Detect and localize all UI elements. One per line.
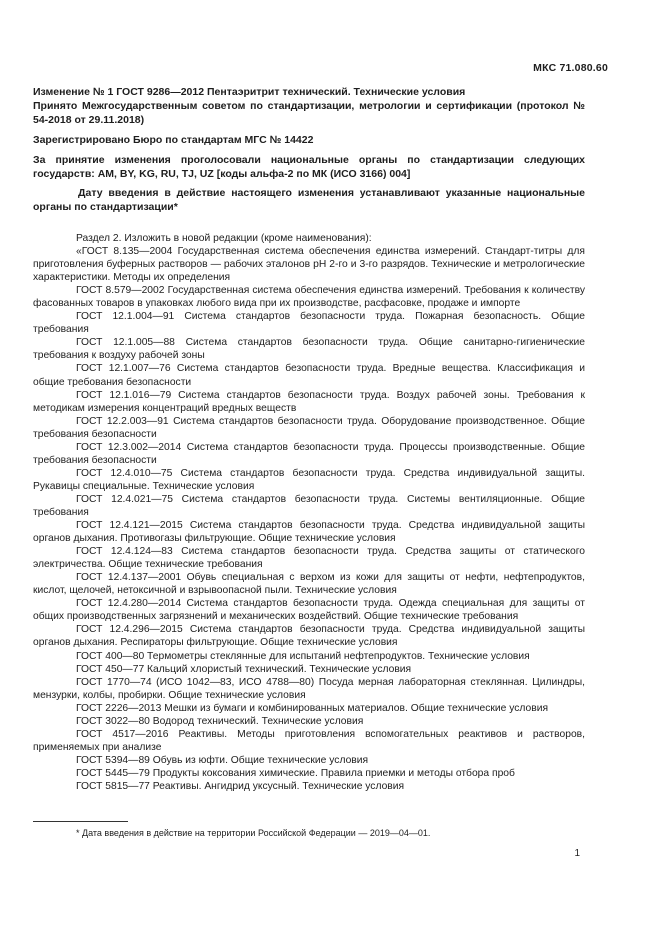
standard-reference: ГОСТ 1770—74 (ИСО 1042—83, ИСО 4788—80) Посуда мерная лабораторная стеклянная. Цилиндры, мензурки, колбы, пробирки. Общие технические условия	[33, 676, 585, 701]
footnote-divider	[33, 821, 128, 822]
standard-reference: ГОСТ 5394—89 Обувь из юфти. Общие технические условия	[76, 754, 369, 766]
standard-reference: ГОСТ 2226—2013 Мешки из бумаги и комбинированных материалов. Общие технические условия	[76, 702, 549, 714]
adoption-statement: Принято Межгосударственным советом по стандартизации, метрологии и сертификации (протокол № 54-2018 от 29.11.2018)	[33, 100, 585, 126]
voting-statement: За принятие изменения проголосовали национальные органы по стандартизации следующих государств: AM, BY, KG, RU, TJ, UZ [коды альфа-2 по МК (ИСО 3166) 004]	[33, 154, 585, 180]
standard-reference: ГОСТ 450—77 Кальций хлористый технический. Технические условия	[76, 663, 412, 675]
standard-reference: ГОСТ 12.4.021—75 Система стандартов безопасности труда. Системы вентиляционные. Общие требования	[33, 493, 585, 518]
amendment-body	[33, 232, 585, 793]
standard-reference: ГОСТ 5445—79 Продукты коксования химические. Правила приемки и методы отбора проб	[76, 767, 515, 779]
standard-reference: ГОСТ 3022—80 Водород технический. Технические условия	[76, 715, 364, 727]
standard-reference: ГОСТ 12.1.004—91 Система стандартов безопасности труда. Пожарная безопасность. Общие требования	[33, 311, 585, 336]
standard-reference: ГОСТ 400—80 Термометры стеклянные для испытаний нефтепродуктов. Технические условия	[76, 650, 530, 662]
amendment-title: Изменение № 1 ГОСТ 9286—2012 Пентаэритрит технический. Технические условия	[33, 86, 466, 98]
standard-reference: ГОСТ 12.1.007—76 Система стандартов безопасности труда. Вредные вещества. Классификация и общие требования безопасности	[33, 363, 585, 388]
standard-reference: ГОСТ 12.1.005—88 Система стандартов безопасности труда. Общие санитарно-гигиенические требования к воздуху рабочей зоны	[33, 337, 585, 362]
standard-reference: ГОСТ 12.4.010—75 Система стандартов безопасности труда. Средства индивидуальной защиты. Рукавицы специальные. Технические условия	[33, 467, 585, 492]
classification-code: МКС 71.080.60	[533, 62, 608, 74]
standard-reference: ГОСТ 5815—77 Реактивы. Ангидрид уксусный. Технические условия	[76, 780, 405, 792]
standard-reference: ГОСТ 12.4.137—2001 Обувь специальная с верхом из кожи для защиты от нефти, нефтепродуктов, кислот, щелочей, нетоксичной и взрывоопасной пыли. Технические условия	[33, 572, 585, 597]
effective-date-statement: Дату введения в действие настоящего изменения устанавливают указанные национальные органы по стандартизации*	[33, 187, 585, 213]
standard-reference: ГОСТ 8.579—2002 Государственная система обеспечения единства измерений. Требования к количеству фасованных товаров в упаковках любого вида при их производстве, расфасовке, продаже и импорте	[33, 285, 585, 310]
section-instruction: Раздел 2. Изложить в новой редакции (кроме наименования):	[76, 233, 372, 244]
standard-reference: ГОСТ 12.2.003—91 Система стандартов безопасности труда. Оборудование производственное. Общие требования безопасности	[33, 415, 585, 440]
standard-reference: ГОСТ 12.3.002—2014 Система стандартов безопасности труда. Процессы производственные. Общие требования безопасности	[33, 441, 585, 466]
standard-reference: ГОСТ 12.4.121—2015 Система стандартов безопасности труда. Средства индивидуальной защиты органов дыхания. Противогазы фильтрующие. Общие технические условия	[33, 520, 585, 545]
registration-statement: Зарегистрировано Бюро по стандартам МГС № 14422	[33, 134, 314, 146]
standard-reference: ГОСТ 4517—2016 Реактивы. Методы приготовления вспомогательных реактивов и растворов, применяемых при анализе	[33, 728, 585, 753]
standard-reference: «ГОСТ 8.135—2004 Государственная система обеспечения единства измерений. Стандарт-титры для приготовления буферных растворов — рабочих эталонов pH 2-го и 3-го разрядов. Технические и метрологические характеристики. Методы их определения	[33, 246, 585, 284]
standard-reference: ГОСТ 12.4.296—2015 Система стандартов безопасности труда. Средства индивидуальной защиты органов дыхания. Респираторы фильтрующие. Общие технические условия	[33, 624, 585, 649]
standard-reference: ГОСТ 12.1.016—79 Система стандартов безопасности труда. Воздух рабочей зоны. Требования к методикам измерения концентраций вредных веществ	[33, 389, 585, 414]
footnote: * Дата введения в действие на территории Российской Федерации — 2019—04—01.	[76, 828, 431, 838]
standard-reference: ГОСТ 12.4.124—83 Система стандартов безопасности труда. Средства защиты от статического электричества. Общие технические требования	[33, 546, 585, 571]
page-number: 1	[574, 848, 580, 859]
standard-reference: ГОСТ 12.4.280—2014 Система стандартов безопасности труда. Одежда специальная для защиты от общих производственных загрязнений и механических воздействий. Общие технические требования	[33, 598, 585, 623]
